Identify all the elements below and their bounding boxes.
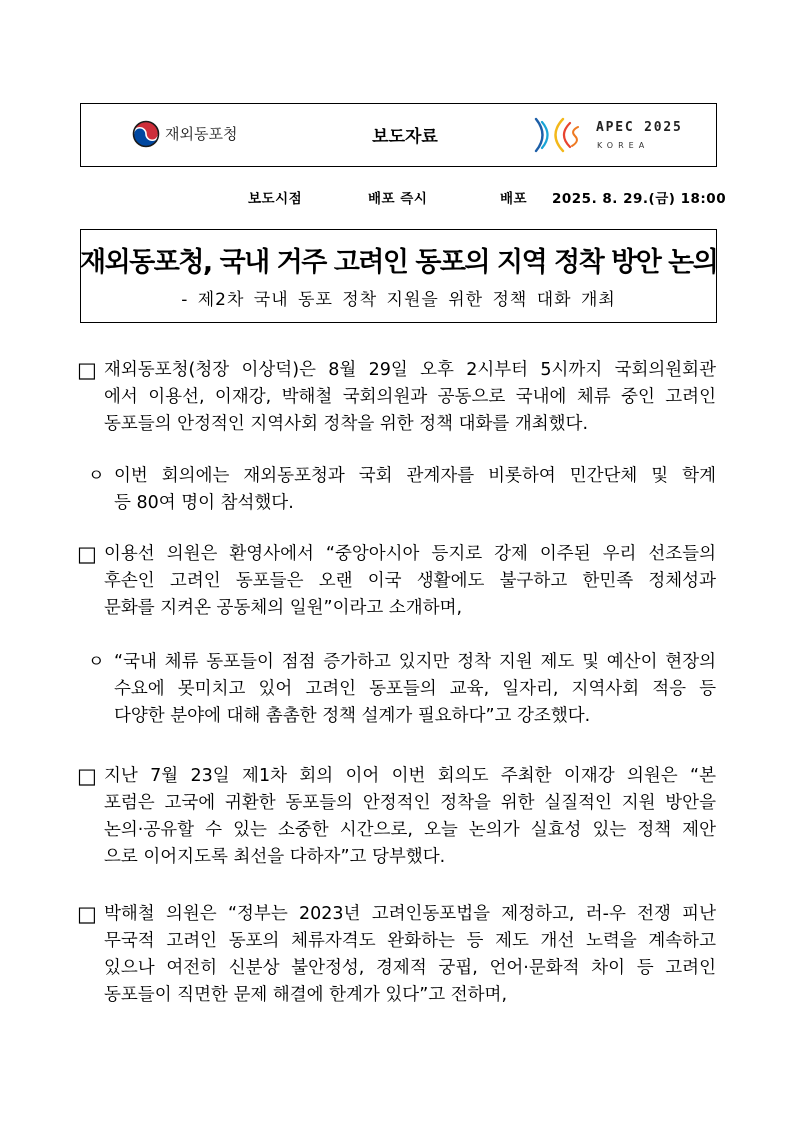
body-line: 지난 7월 23일 제1차 회의 이어 이번 회의도 주최한 이재강 의원은 “본 xyxy=(104,766,716,786)
circle-bullet: ㅇ xyxy=(88,652,105,672)
apec-arc-yellow xyxy=(556,119,564,151)
apec-title: APEC 2025 xyxy=(596,120,683,135)
paragraph-lines xyxy=(104,357,716,438)
apec-squiggle-orange xyxy=(572,127,578,146)
body-line: 으로 이어지도록 최선을 다하자”고 당부했다. xyxy=(104,847,446,867)
square-bullet: □ xyxy=(77,358,97,382)
body-line: 이번 회의에는 재외동포청과 국회 관계자를 비롯하여 민간단체 및 학계 xyxy=(114,466,716,486)
paragraph-lines xyxy=(104,901,716,1009)
body-line: 무국적 고려인 동포의 체류자격도 완화하는 등 제도 개선 노력을 계속하고 xyxy=(104,931,716,951)
body-line: 다양한 분야에 대해 촘촘한 정책 설계가 필요하다”고 강조했다. xyxy=(114,706,591,726)
paragraph-lines xyxy=(114,463,716,517)
body-line: 문화를 지켜온 공동체의 일원”이라고 소개하며, xyxy=(104,598,463,618)
body-line: “국내 체류 동포들이 점점 증가하고 있지만 정착 지원 제도 및 예산이 현장의 xyxy=(114,652,716,672)
apec-country: KOREA xyxy=(597,141,650,150)
apec-arc-blue xyxy=(536,119,543,151)
square-bullet: □ xyxy=(77,902,97,926)
document-type: 보도자료 xyxy=(372,127,438,147)
taegeuk-emblem-icon xyxy=(132,120,160,148)
body-line: 에서 이용선, 이재강, 박해철 국회의원과 공동으로 국내에 체류 중인 고려인 xyxy=(104,387,716,407)
distribution-label: 배포 xyxy=(500,191,528,207)
agency-name: 재외동포청 xyxy=(165,125,238,143)
square-bullet: □ xyxy=(77,764,97,788)
apec-arc-red xyxy=(564,123,570,147)
body-line: 등 80여 명이 참석했다. xyxy=(114,493,294,513)
body-line: 동포들의 안정적인 지역사회 정착을 위한 정책 대화를 개최했다. xyxy=(104,414,589,434)
body-line: 있으나 여전히 신분상 불안정성, 경제적 궁핍, 언어·문화적 차이 등 고려인 xyxy=(104,958,716,978)
body-line: 수요에 못미치고 있어 고려인 동포들의 교육, 일자리, 지역사회 적응 등 xyxy=(114,679,716,699)
apec-logo-icon xyxy=(532,115,592,155)
paragraph-lines xyxy=(104,541,716,622)
paragraph-lines xyxy=(104,763,716,871)
body-line: 논의·공유할 수 있는 소중한 시간으로, 오늘 논의가 실효성 있는 정책 제안 xyxy=(104,820,716,840)
body-line: 동포들이 직면한 문제 해결에 한계가 있다”고 전하며, xyxy=(104,985,508,1005)
subheadline: - 제2차 국내 동포 정착 지원을 위한 정책 대화 개최 xyxy=(181,290,616,310)
body-line: 포럼은 고국에 귀환한 동포들의 안정적인 정착을 위한 실질적인 지원 방안을 xyxy=(104,793,716,813)
body-line: 후손인 고려인 동포들은 오랜 이국 생활에도 불구하고 한민족 정체성과 xyxy=(104,571,716,591)
circle-bullet: ㅇ xyxy=(88,466,105,486)
distribution-date: 2025. 8. 29.(금) 18:00 xyxy=(552,191,727,207)
headline: 재외동포청, 국내 거주 고려인 동포의 지역 정착 방안 논의 xyxy=(80,247,718,278)
body-line: 박해철 의원은 “정부는 2023년 고려인동포법을 제정하고, 러-우 전쟁 피난 xyxy=(104,904,716,924)
release-time-label: 보도시점 xyxy=(248,191,303,207)
square-bullet: □ xyxy=(77,542,97,566)
body-line: 재외동포청(청장 이상덕)은 8월 29일 오후 2시부터 5시까지 국회의원회관 xyxy=(104,360,716,380)
body-line: 이용선 의원은 환영사에서 “중앙아시아 등지로 강제 이주된 우리 선조들의 xyxy=(104,544,716,564)
release-time-value: 배포 즉시 xyxy=(368,191,428,207)
paragraph-lines xyxy=(114,649,716,730)
